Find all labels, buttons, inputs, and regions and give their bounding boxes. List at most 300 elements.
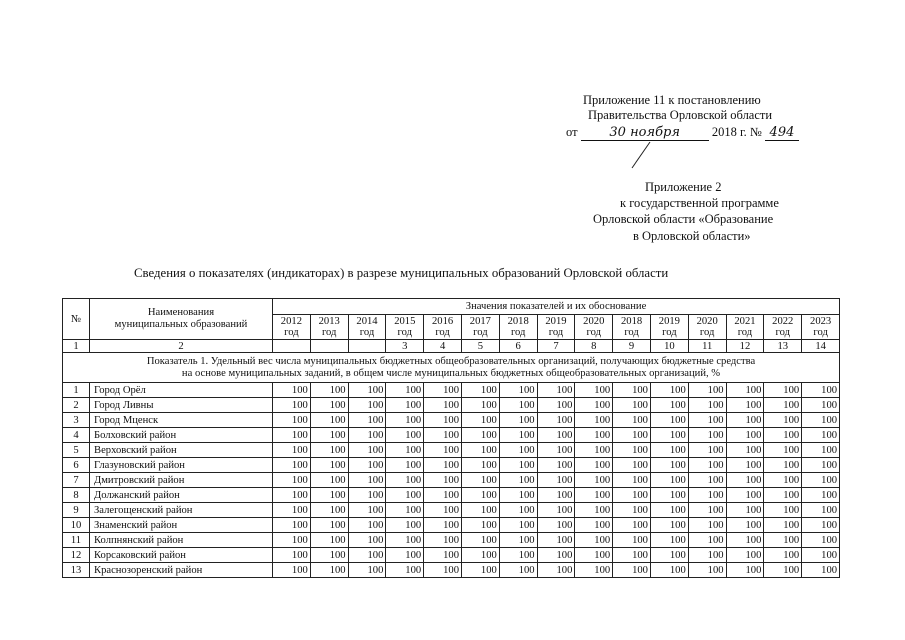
column-number: 3	[386, 340, 424, 353]
ot-label: от	[566, 125, 578, 139]
indicator-value: 100	[726, 533, 764, 548]
indicator-value: 100	[499, 563, 537, 578]
indicator-value: 100	[613, 548, 651, 563]
table-row	[63, 428, 840, 443]
indicator-value: 100	[575, 503, 613, 518]
municipality-name: Корсаковский район	[90, 548, 273, 563]
indicator-value: 100	[613, 488, 651, 503]
indicator-line-2: на основе муниципальных заданий, в общем числе муниципальных бюджетных общеобразовательных организаций, %	[181, 367, 721, 379]
table-header-row	[63, 299, 840, 315]
year-value: 2014	[356, 316, 378, 327]
year-value: 2018	[620, 316, 643, 327]
indicator-value: 100	[310, 533, 348, 548]
indicator-value: 100	[461, 518, 499, 533]
column-number: 7	[537, 340, 575, 353]
resolution-line-2: Правительства Орловской области	[588, 108, 773, 122]
appendix-line-1: Приложение 2	[645, 180, 722, 194]
indicator-value: 100	[386, 503, 424, 518]
indicator-value: 100	[499, 473, 537, 488]
indicator-value: 100	[613, 443, 651, 458]
table-row	[63, 398, 840, 413]
indicator-value: 100	[537, 383, 575, 398]
indicator-value: 100	[575, 533, 613, 548]
indicator-value: 100	[650, 413, 688, 428]
indicator-value: 100	[764, 533, 802, 548]
column-number: 1	[63, 340, 90, 353]
indicator-value: 100	[499, 488, 537, 503]
table-row	[63, 533, 840, 548]
indicator-value: 100	[348, 473, 386, 488]
year-header	[726, 315, 764, 340]
indicator-value: 100	[537, 473, 575, 488]
row-number: 10	[63, 518, 90, 533]
year-value: 2013	[318, 316, 340, 327]
indicator-value: 100	[273, 473, 311, 488]
indicator-value: 100	[650, 383, 688, 398]
indicator-value: 100	[386, 548, 424, 563]
indicator-value: 100	[537, 428, 575, 443]
indicator-value: 100	[273, 383, 311, 398]
year-suffix: год	[321, 327, 337, 338]
year-suffix: год	[699, 327, 715, 338]
year-value: 2020	[583, 316, 605, 327]
indicator-value: 100	[537, 518, 575, 533]
indicator-value: 100	[386, 398, 424, 413]
indicator-value: 100	[688, 443, 726, 458]
indicator-value: 100	[764, 443, 802, 458]
table-row	[63, 563, 840, 578]
indicator-value: 100	[424, 503, 462, 518]
year-value: 2023	[810, 316, 832, 327]
indicator-value: 100	[688, 398, 726, 413]
indicator-value: 100	[348, 518, 386, 533]
indicator-value: 100	[348, 413, 386, 428]
indicator-value: 100	[764, 398, 802, 413]
indicator-value: 100	[688, 458, 726, 473]
year-value: 2017	[469, 316, 491, 327]
indicator-value: 100	[764, 458, 802, 473]
indicator-value: 100	[273, 458, 311, 473]
indicator-value: 100	[537, 563, 575, 578]
row-number: 9	[63, 503, 90, 518]
col-name-header-line-1: Наименования	[147, 307, 215, 318]
column-number: 13	[764, 340, 802, 353]
municipality-name: Дмитровский район	[90, 473, 273, 488]
indicator-value: 100	[802, 563, 840, 578]
indicator-value: 100	[461, 398, 499, 413]
resolution-line-1: Приложение 11 к постановлению	[583, 93, 761, 107]
indicator-value: 100	[764, 383, 802, 398]
indicator-value: 100	[499, 458, 537, 473]
indicator-value: 100	[348, 458, 386, 473]
indicator-value: 100	[537, 398, 575, 413]
appendix-line-4: в Орловской области»	[633, 229, 751, 243]
indicator-value: 100	[273, 398, 311, 413]
table-row	[63, 383, 840, 398]
table-row	[63, 473, 840, 488]
table-row	[63, 488, 840, 503]
indicator-value: 100	[575, 548, 613, 563]
indicator-value: 100	[575, 518, 613, 533]
indicator-row	[63, 353, 840, 383]
indicator-value: 100	[273, 488, 311, 503]
indicator-value: 100	[461, 413, 499, 428]
indicator-value: 100	[499, 548, 537, 563]
indicator-value: 100	[386, 533, 424, 548]
column-number: 9	[613, 340, 651, 353]
indicator-value: 100	[348, 398, 386, 413]
table-row	[63, 443, 840, 458]
indicator-value: 100	[575, 383, 613, 398]
indicator-value: 100	[386, 563, 424, 578]
indicator-value: 100	[386, 518, 424, 533]
year-value: 2016	[431, 316, 454, 327]
col-name-header-line-2: муниципальных образований	[114, 319, 248, 330]
indicator-value: 100	[802, 443, 840, 458]
resolution-line-3	[566, 125, 799, 141]
indicator-value: 100	[575, 488, 613, 503]
indicator-value: 100	[613, 413, 651, 428]
indicator-value: 100	[273, 413, 311, 428]
indicator-value: 100	[461, 488, 499, 503]
table-row	[63, 503, 840, 518]
indicator-value: 100	[802, 518, 840, 533]
column-number: 4	[424, 340, 462, 353]
indicator-value: 100	[386, 413, 424, 428]
indicator-value: 100	[764, 518, 802, 533]
municipality-name: Город Мценск	[90, 413, 273, 428]
municipality-name: Болховский район	[90, 428, 273, 443]
indicator-value: 100	[575, 563, 613, 578]
indicator-value: 100	[613, 383, 651, 398]
page-title: Сведения о показателях (индикаторах) в разрезе муниципальных образований Орловской области	[134, 266, 669, 280]
indicator-value: 100	[461, 428, 499, 443]
year-suffix: год	[359, 327, 375, 338]
indicator-value: 100	[688, 428, 726, 443]
indicator-value: 100	[802, 503, 840, 518]
date-signature: 30 ноября	[581, 126, 709, 141]
indicator-value: 100	[650, 533, 688, 548]
indicator-value: 100	[273, 518, 311, 533]
indicator-value: 100	[650, 473, 688, 488]
indicator-value: 100	[461, 383, 499, 398]
year-header	[802, 315, 840, 340]
row-number: 11	[63, 533, 90, 548]
column-number: 12	[726, 340, 764, 353]
indicator-value: 100	[424, 398, 462, 413]
year-value: 2022	[772, 316, 794, 327]
indicator-value: 100	[688, 533, 726, 548]
year-header	[499, 315, 537, 340]
indicator-value: 100	[650, 488, 688, 503]
indicator-value: 100	[348, 443, 386, 458]
indicator-value: 100	[650, 518, 688, 533]
indicator-value: 100	[537, 503, 575, 518]
row-number: 1	[63, 383, 90, 398]
table-row	[63, 413, 840, 428]
column-number	[310, 340, 348, 353]
indicator-value: 100	[802, 383, 840, 398]
year-header	[424, 315, 462, 340]
municipality-name: Верховский район	[90, 443, 273, 458]
indicator-value: 100	[688, 488, 726, 503]
year-suffix: год	[473, 327, 488, 338]
indicator-value: 100	[461, 458, 499, 473]
indicator-value: 100	[764, 548, 802, 563]
indicator-value: 100	[613, 473, 651, 488]
indicator-value: 100	[802, 488, 840, 503]
year-value: 2020	[696, 316, 718, 327]
indicator-value: 100	[273, 548, 311, 563]
indicator-value: 100	[688, 503, 726, 518]
indicator-value: 100	[575, 413, 613, 428]
indicator-value: 100	[386, 443, 424, 458]
table-row	[63, 518, 840, 533]
indicator-value: 100	[650, 548, 688, 563]
indicator-value: 100	[424, 473, 462, 488]
indicator-value: 100	[424, 488, 462, 503]
indicator-value: 100	[499, 443, 537, 458]
year-value: 2012	[280, 316, 302, 327]
indicator-value: 100	[802, 473, 840, 488]
indicator-value: 100	[424, 563, 462, 578]
indicator-value: 100	[688, 518, 726, 533]
indicator-value: 100	[273, 503, 311, 518]
indicator-value: 100	[273, 428, 311, 443]
year-suffix: год	[624, 327, 639, 338]
indicator-value: 100	[310, 473, 348, 488]
municipality-name: Должанский район	[90, 488, 273, 503]
indicator-value: 100	[726, 398, 764, 413]
indicator-value: 100	[726, 563, 764, 578]
indicator-value: 100	[613, 503, 651, 518]
year-header	[310, 315, 348, 340]
signature-stroke-icon	[620, 140, 660, 172]
year-value: 2015	[394, 316, 416, 327]
year-header	[764, 315, 802, 340]
year-value: 2018	[507, 316, 529, 327]
indicator-value: 100	[348, 488, 386, 503]
column-number: 10	[650, 340, 688, 353]
year-header	[575, 315, 613, 340]
indicator-value: 100	[764, 473, 802, 488]
indicator-value: 100	[499, 413, 537, 428]
year-header	[650, 315, 688, 340]
indicator-value: 100	[537, 533, 575, 548]
indicator-value: 100	[650, 398, 688, 413]
indicator-value: 100	[726, 548, 764, 563]
year-suffix: год	[737, 327, 753, 338]
indicator-value: 100	[802, 548, 840, 563]
year-header	[348, 315, 386, 340]
indicator-value: 100	[726, 443, 764, 458]
year-value: 2021	[734, 316, 756, 327]
indicator-value: 100	[537, 548, 575, 563]
year-suffix: год	[284, 327, 299, 338]
indicator-value: 100	[802, 458, 840, 473]
indicator-value: 100	[348, 548, 386, 563]
indicator-value: 100	[802, 533, 840, 548]
indicator-value: 100	[613, 518, 651, 533]
column-number: 5	[461, 340, 499, 353]
year-suffix: год	[548, 327, 564, 338]
indicator-value: 100	[688, 413, 726, 428]
indicator-value: 100	[310, 488, 348, 503]
row-number: 13	[63, 563, 90, 578]
indicator-value: 100	[310, 428, 348, 443]
indicator-value: 100	[499, 518, 537, 533]
indicator-value: 100	[424, 383, 462, 398]
year-suffix: год	[435, 327, 450, 338]
indicator-value: 100	[764, 413, 802, 428]
indicator-value: 100	[726, 428, 764, 443]
indicator-value: 100	[726, 518, 764, 533]
indicator-value: 100	[688, 383, 726, 398]
indicator-value: 100	[726, 473, 764, 488]
indicator-value: 100	[764, 563, 802, 578]
indicator-value: 100	[802, 413, 840, 428]
indicator-value: 100	[575, 458, 613, 473]
indicator-value: 100	[348, 383, 386, 398]
indicator-value: 100	[613, 428, 651, 443]
indicator-value: 100	[499, 383, 537, 398]
number-signature: 494	[765, 126, 799, 141]
col-name-header	[90, 299, 273, 340]
table-row	[63, 548, 840, 563]
indicator-value: 100	[575, 398, 613, 413]
indicator-value: 100	[688, 473, 726, 488]
year-header	[537, 315, 575, 340]
row-number: 2	[63, 398, 90, 413]
indicator-value: 100	[650, 428, 688, 443]
table-row	[63, 458, 840, 473]
indicator-value: 100	[688, 563, 726, 578]
column-numbers-row	[63, 340, 840, 353]
indicator-line-1: Показатель 1. Удельный вес числа муниципальных бюджетных общеобразовательных организаций, получающих бюджетные средства	[146, 355, 756, 367]
municipality-name: Город Орёл	[90, 383, 273, 398]
indicator-value: 100	[764, 503, 802, 518]
indicator-value: 100	[575, 443, 613, 458]
indicator-caption	[63, 353, 840, 383]
indicator-value: 100	[613, 563, 651, 578]
indicator-value: 100	[424, 428, 462, 443]
year-value: 2019	[545, 316, 567, 327]
municipality-name: Залегощенский район	[90, 503, 273, 518]
values-header: Значения показателей и их обоснование	[273, 299, 840, 315]
municipality-name: Знаменский район	[90, 518, 273, 533]
indicator-value: 100	[575, 428, 613, 443]
indicator-value: 100	[310, 398, 348, 413]
indicator-value: 100	[461, 533, 499, 548]
indicator-value: 100	[726, 458, 764, 473]
indicator-value: 100	[802, 398, 840, 413]
indicator-value: 100	[613, 398, 651, 413]
row-number: 4	[63, 428, 90, 443]
indicator-value: 100	[310, 563, 348, 578]
indicator-value: 100	[499, 533, 537, 548]
year-header	[386, 315, 424, 340]
indicator-value: 100	[461, 548, 499, 563]
indicator-value: 100	[650, 563, 688, 578]
year-suffix: год	[775, 327, 790, 338]
indicator-value: 100	[273, 533, 311, 548]
indicator-value: 100	[726, 413, 764, 428]
indicator-value: 100	[310, 413, 348, 428]
row-number: 12	[63, 548, 90, 563]
indicator-value: 100	[424, 443, 462, 458]
indicator-value: 100	[726, 383, 764, 398]
municipality-name: Краснозоренский район	[90, 563, 273, 578]
indicator-value: 100	[386, 458, 424, 473]
year-header	[273, 315, 311, 340]
year-suffix: год	[586, 327, 601, 338]
municipality-name: Город Ливны	[90, 398, 273, 413]
indicator-value: 100	[386, 383, 424, 398]
indicator-value: 100	[461, 443, 499, 458]
indicator-value: 100	[386, 428, 424, 443]
indicator-value: 100	[688, 548, 726, 563]
column-number: 2	[90, 340, 273, 353]
year-suffix: год	[510, 327, 526, 338]
indicator-value: 100	[650, 503, 688, 518]
indicator-value: 100	[348, 503, 386, 518]
indicator-value: 100	[461, 563, 499, 578]
indicator-value: 100	[424, 518, 462, 533]
municipality-name: Глазуновский район	[90, 458, 273, 473]
indicator-value: 100	[424, 533, 462, 548]
indicator-value: 100	[310, 443, 348, 458]
column-number	[273, 340, 311, 353]
row-number: 7	[63, 473, 90, 488]
indicator-value: 100	[499, 428, 537, 443]
column-number	[348, 340, 386, 353]
indicator-value: 100	[310, 458, 348, 473]
appendix-line-3: Орловской области «Образование	[593, 212, 774, 226]
indicator-value: 100	[499, 503, 537, 518]
indicator-value: 100	[537, 488, 575, 503]
row-number: 5	[63, 443, 90, 458]
col-number-header: №	[63, 299, 90, 340]
indicator-value: 100	[537, 443, 575, 458]
indicator-value: 100	[424, 548, 462, 563]
indicator-value: 100	[386, 473, 424, 488]
indicators-table	[62, 298, 840, 578]
indicator-value: 100	[650, 458, 688, 473]
indicator-value: 100	[726, 488, 764, 503]
year-suffix: год	[813, 327, 828, 338]
indicator-value: 100	[650, 443, 688, 458]
year-header	[613, 315, 651, 340]
indicator-value: 100	[461, 503, 499, 518]
indicator-value: 100	[537, 413, 575, 428]
indicator-value: 100	[764, 488, 802, 503]
municipality-name: Колпнянский район	[90, 533, 273, 548]
indicator-value: 100	[537, 458, 575, 473]
indicator-value: 100	[424, 413, 462, 428]
year-suffix: год	[662, 327, 677, 338]
year-value: 2019	[658, 316, 680, 327]
row-number: 3	[63, 413, 90, 428]
indicator-value: 100	[273, 443, 311, 458]
indicator-value: 100	[273, 563, 311, 578]
indicator-value: 100	[310, 383, 348, 398]
row-number: 8	[63, 488, 90, 503]
indicator-value: 100	[310, 503, 348, 518]
year-header	[461, 315, 499, 340]
column-number: 6	[499, 340, 537, 353]
indicator-value: 100	[310, 518, 348, 533]
indicator-value: 100	[424, 458, 462, 473]
